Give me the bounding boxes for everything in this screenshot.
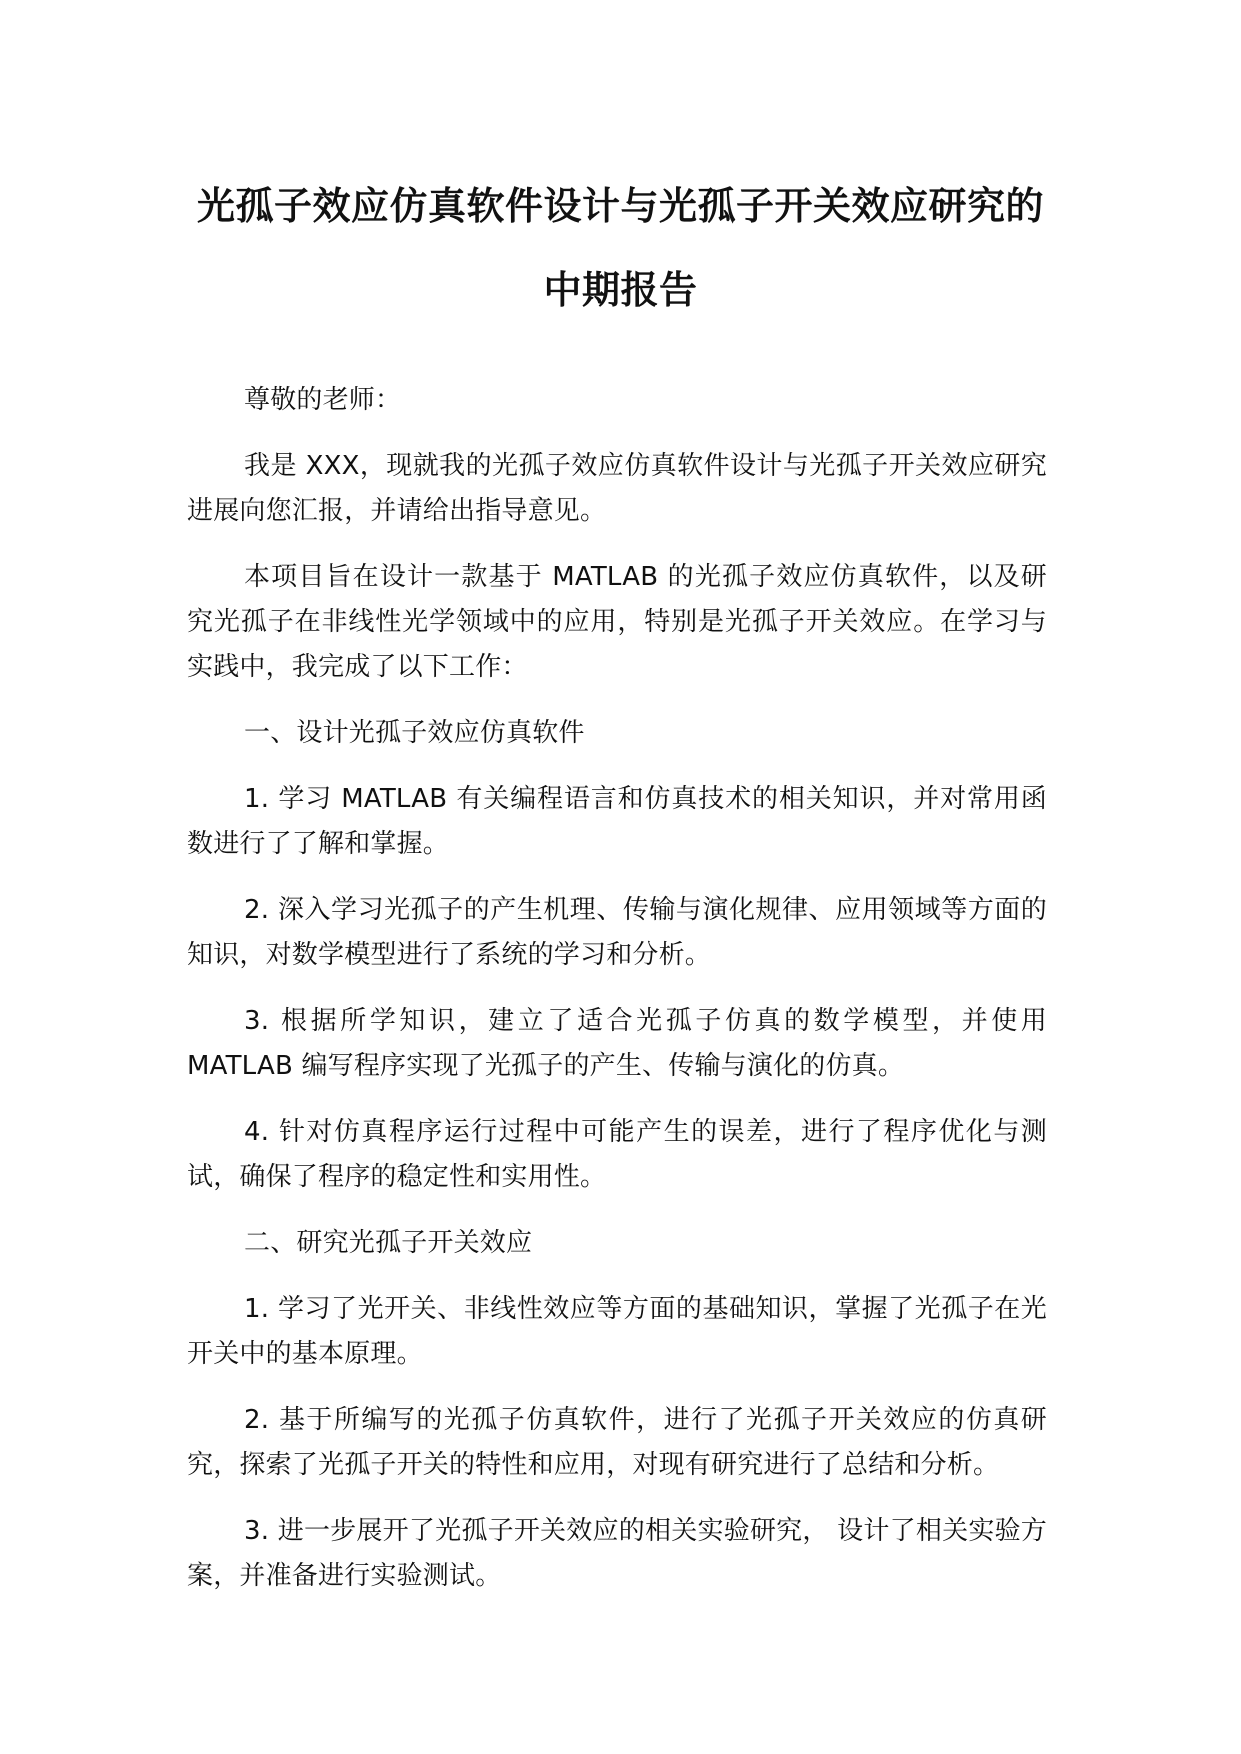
- list-item: 1. 学习 MATLAB 有关编程语言和仿真技术的相关知识，并对常用函数进行了了解和掌握。: [187, 784, 1047, 859]
- intro-paragraph: 我是 XXX，现就我的光孤子效应仿真软件设计与光孤子开关效应研究进展向您汇报，并请给出指导意见。: [187, 451, 1047, 526]
- salutation: 尊敬的老师：: [244, 385, 402, 415]
- list-item: 3. 进一步展开了光孤子开关效应的相关实验研究， 设计了相关实验方案，并准备进行实验测试。: [187, 1516, 1047, 1591]
- section-heading-2: 二、研究光孤子开关效应: [244, 1228, 533, 1258]
- document-body: [187, 378, 1047, 1620]
- list-item: 2. 基于所编写的光孤子仿真软件，进行了光孤子开关效应的仿真研究，探索了光孤子开关的特性和应用，对现有研究进行了总结和分析。: [187, 1405, 1047, 1480]
- project-overview-paragraph: 本项目旨在设计一款基于 MATLAB 的光孤子效应仿真软件，以及研究光孤子在非线性光学领域中的应用，特别是光孤子开关效应。在学习与实践中，我完成了以下工作：: [187, 562, 1047, 682]
- document-title-line-2: 中期报告: [543, 268, 698, 312]
- document-title-line-1: 光孤子效应仿真软件设计与光孤子开关效应研究的: [196, 184, 1044, 228]
- list-item: 3. 根据所学知识，建立了适合光孤子仿真的数学模型，并使用 MATLAB 编写程序实现了光孤子的产生、传输与演化的仿真。: [187, 1006, 1047, 1081]
- list-item: 2. 深入学习光孤子的产生机理、传输与演化规律、应用领域等方面的知识，对数学模型进行了系统的学习和分析。: [187, 895, 1047, 970]
- list-item: 4. 针对仿真程序运行过程中可能产生的误差，进行了程序优化与测试，确保了程序的稳定性和实用性。: [187, 1117, 1047, 1192]
- list-item: 1. 学习了光开关、非线性效应等方面的基础知识，掌握了光孤子在光开关中的基本原理。: [187, 1294, 1047, 1369]
- section-heading-1: 一、设计光孤子效应仿真软件: [244, 718, 585, 748]
